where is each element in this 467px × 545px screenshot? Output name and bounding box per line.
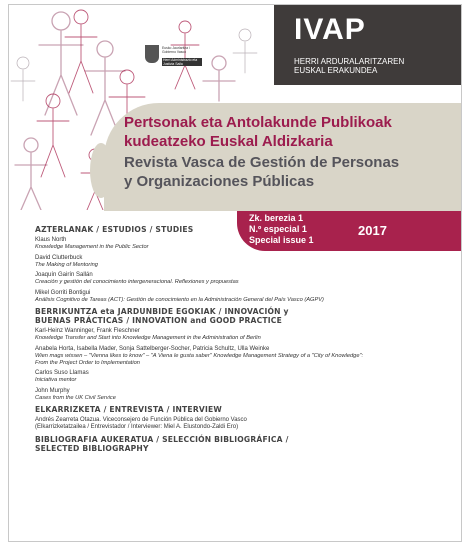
toc-entry bbox=[35, 237, 455, 251]
title-basque bbox=[124, 113, 454, 151]
gov-logo-line1: Eusko Jaurlaritza / Gobierno Vasco bbox=[162, 46, 190, 54]
journal-title-panel bbox=[104, 103, 461, 211]
entry-author: John Murphy bbox=[35, 387, 70, 394]
entry-title: Knowledge Management in the Public Sector bbox=[35, 244, 149, 250]
table-of-contents bbox=[35, 225, 455, 453]
toc-entry bbox=[35, 388, 455, 402]
toc-entry bbox=[35, 328, 455, 342]
entry-author: Joaquín Gairín Sallán bbox=[35, 272, 93, 279]
toc-entry bbox=[35, 346, 455, 366]
entry-title: Creación y gestión del conocimiento intergeneracional. Reflexiones y propuestas bbox=[35, 279, 239, 286]
section-heading-interview: ELKARRIZKETA / ENTREVISTA / INTERVIEW bbox=[35, 405, 222, 415]
title-basque-line1: Pertsonak eta Antolakunde Publikoak bbox=[124, 114, 392, 131]
ivap-logo: IVAP bbox=[294, 13, 366, 46]
section-heading-bibliography-2: SELECTED BIBLIOGRAPHY bbox=[35, 444, 149, 454]
entry-author: Mikel Gorriti Bontigui bbox=[35, 289, 91, 296]
section-heading-bibliography-1: BIBLIOGRAFIA AUKERATUA / SELECCIÓN BIBLIOGRÁFICA / bbox=[35, 435, 289, 445]
title-basque-line2: kudeatzeko Euskal Aldizkaria bbox=[124, 133, 333, 150]
coat-of-arms-icon bbox=[145, 45, 159, 63]
title-spanish-line2: y Organizaciones Públicas bbox=[124, 173, 315, 190]
entry-title: The Making of Mentoring bbox=[35, 261, 98, 268]
section-heading-innovation-1: BERRIKUNTZA eta JARDUNBIDE EGOKIAK / INNOVACIÓN y bbox=[35, 307, 289, 317]
entry-title: Iniciativa mentor bbox=[35, 377, 77, 384]
issue-year: 2017 bbox=[358, 223, 387, 238]
entry-title: Cases from the UK Civil Service bbox=[35, 394, 116, 401]
ivap-subtitle bbox=[294, 57, 404, 75]
toc-entry bbox=[35, 290, 455, 304]
section-heading-studies: AZTERLANAK / ESTUDIOS / STUDIES bbox=[35, 225, 194, 234]
issue-line-basque: Zk. berezia 1 bbox=[249, 213, 304, 223]
entry-title: Knowledge Transfer and Start into Knowledge Management in the Administration of Berlin bbox=[35, 335, 261, 342]
gov-logo-line2: Herri Administrazio eta Justizia Saila bbox=[162, 58, 202, 66]
journal-cover bbox=[8, 4, 462, 542]
section-heading-innovation-2: BUENAS PRÁCTICAS / INNOVATION and GOOD PRACTICE bbox=[35, 316, 282, 326]
toc-entry bbox=[35, 272, 455, 286]
entry-author: Carlos Suso Llamas bbox=[35, 370, 89, 377]
issue-line-english: Special issue 1 bbox=[249, 235, 314, 245]
title-spanish-line1: Revista Vasca de Gestión de Personas bbox=[124, 154, 400, 171]
entry-author: Anabela Horta, Isabella Mader, Sonja Sattelberger-Socher, Patricia Schultz, Ulla Weinke bbox=[35, 345, 270, 352]
entry-author: David Clutterbuck bbox=[35, 254, 83, 261]
toc-entry bbox=[35, 417, 455, 431]
basque-government-logo bbox=[145, 45, 201, 77]
entry-author: Karl-Heinz Wanninger, Frank Fleschner bbox=[35, 328, 140, 335]
toc-entry bbox=[35, 370, 455, 384]
issue-line-spanish: N.º especial 1 bbox=[249, 224, 307, 234]
entry-title: Análisis Cognitivo de Tareas (ACT): Gestión de conocimiento en la Administración General del País Vasco (AGPV) bbox=[35, 296, 324, 303]
ivap-subtitle-line1: HERRI ARDURALARITZAREN bbox=[294, 57, 405, 66]
entry-author: Klaus North bbox=[35, 237, 67, 243]
ivap-subtitle-line2: EUSKAL ERAKUNDEA bbox=[294, 66, 378, 75]
toc-entry bbox=[35, 255, 455, 269]
interview-author: Andrés Zearreta Otazua. Viceconsejero de Función Pública del Gobierno Vasco bbox=[35, 417, 247, 424]
entry-title: Wien mags wissen – "Vienna likes to know" – "A Viena le gusta saber" Knowledge Management Strategy of a "City of Knowledge": From the Project Order to Implementation bbox=[35, 352, 364, 366]
title-spanish bbox=[124, 153, 454, 191]
ivap-brand-panel bbox=[274, 5, 461, 85]
interview-detail: (Elkarrizketatzailea / Entrevistador / Interviewer: Miel A. Elustondo-Zaldi Ero) bbox=[35, 424, 239, 431]
